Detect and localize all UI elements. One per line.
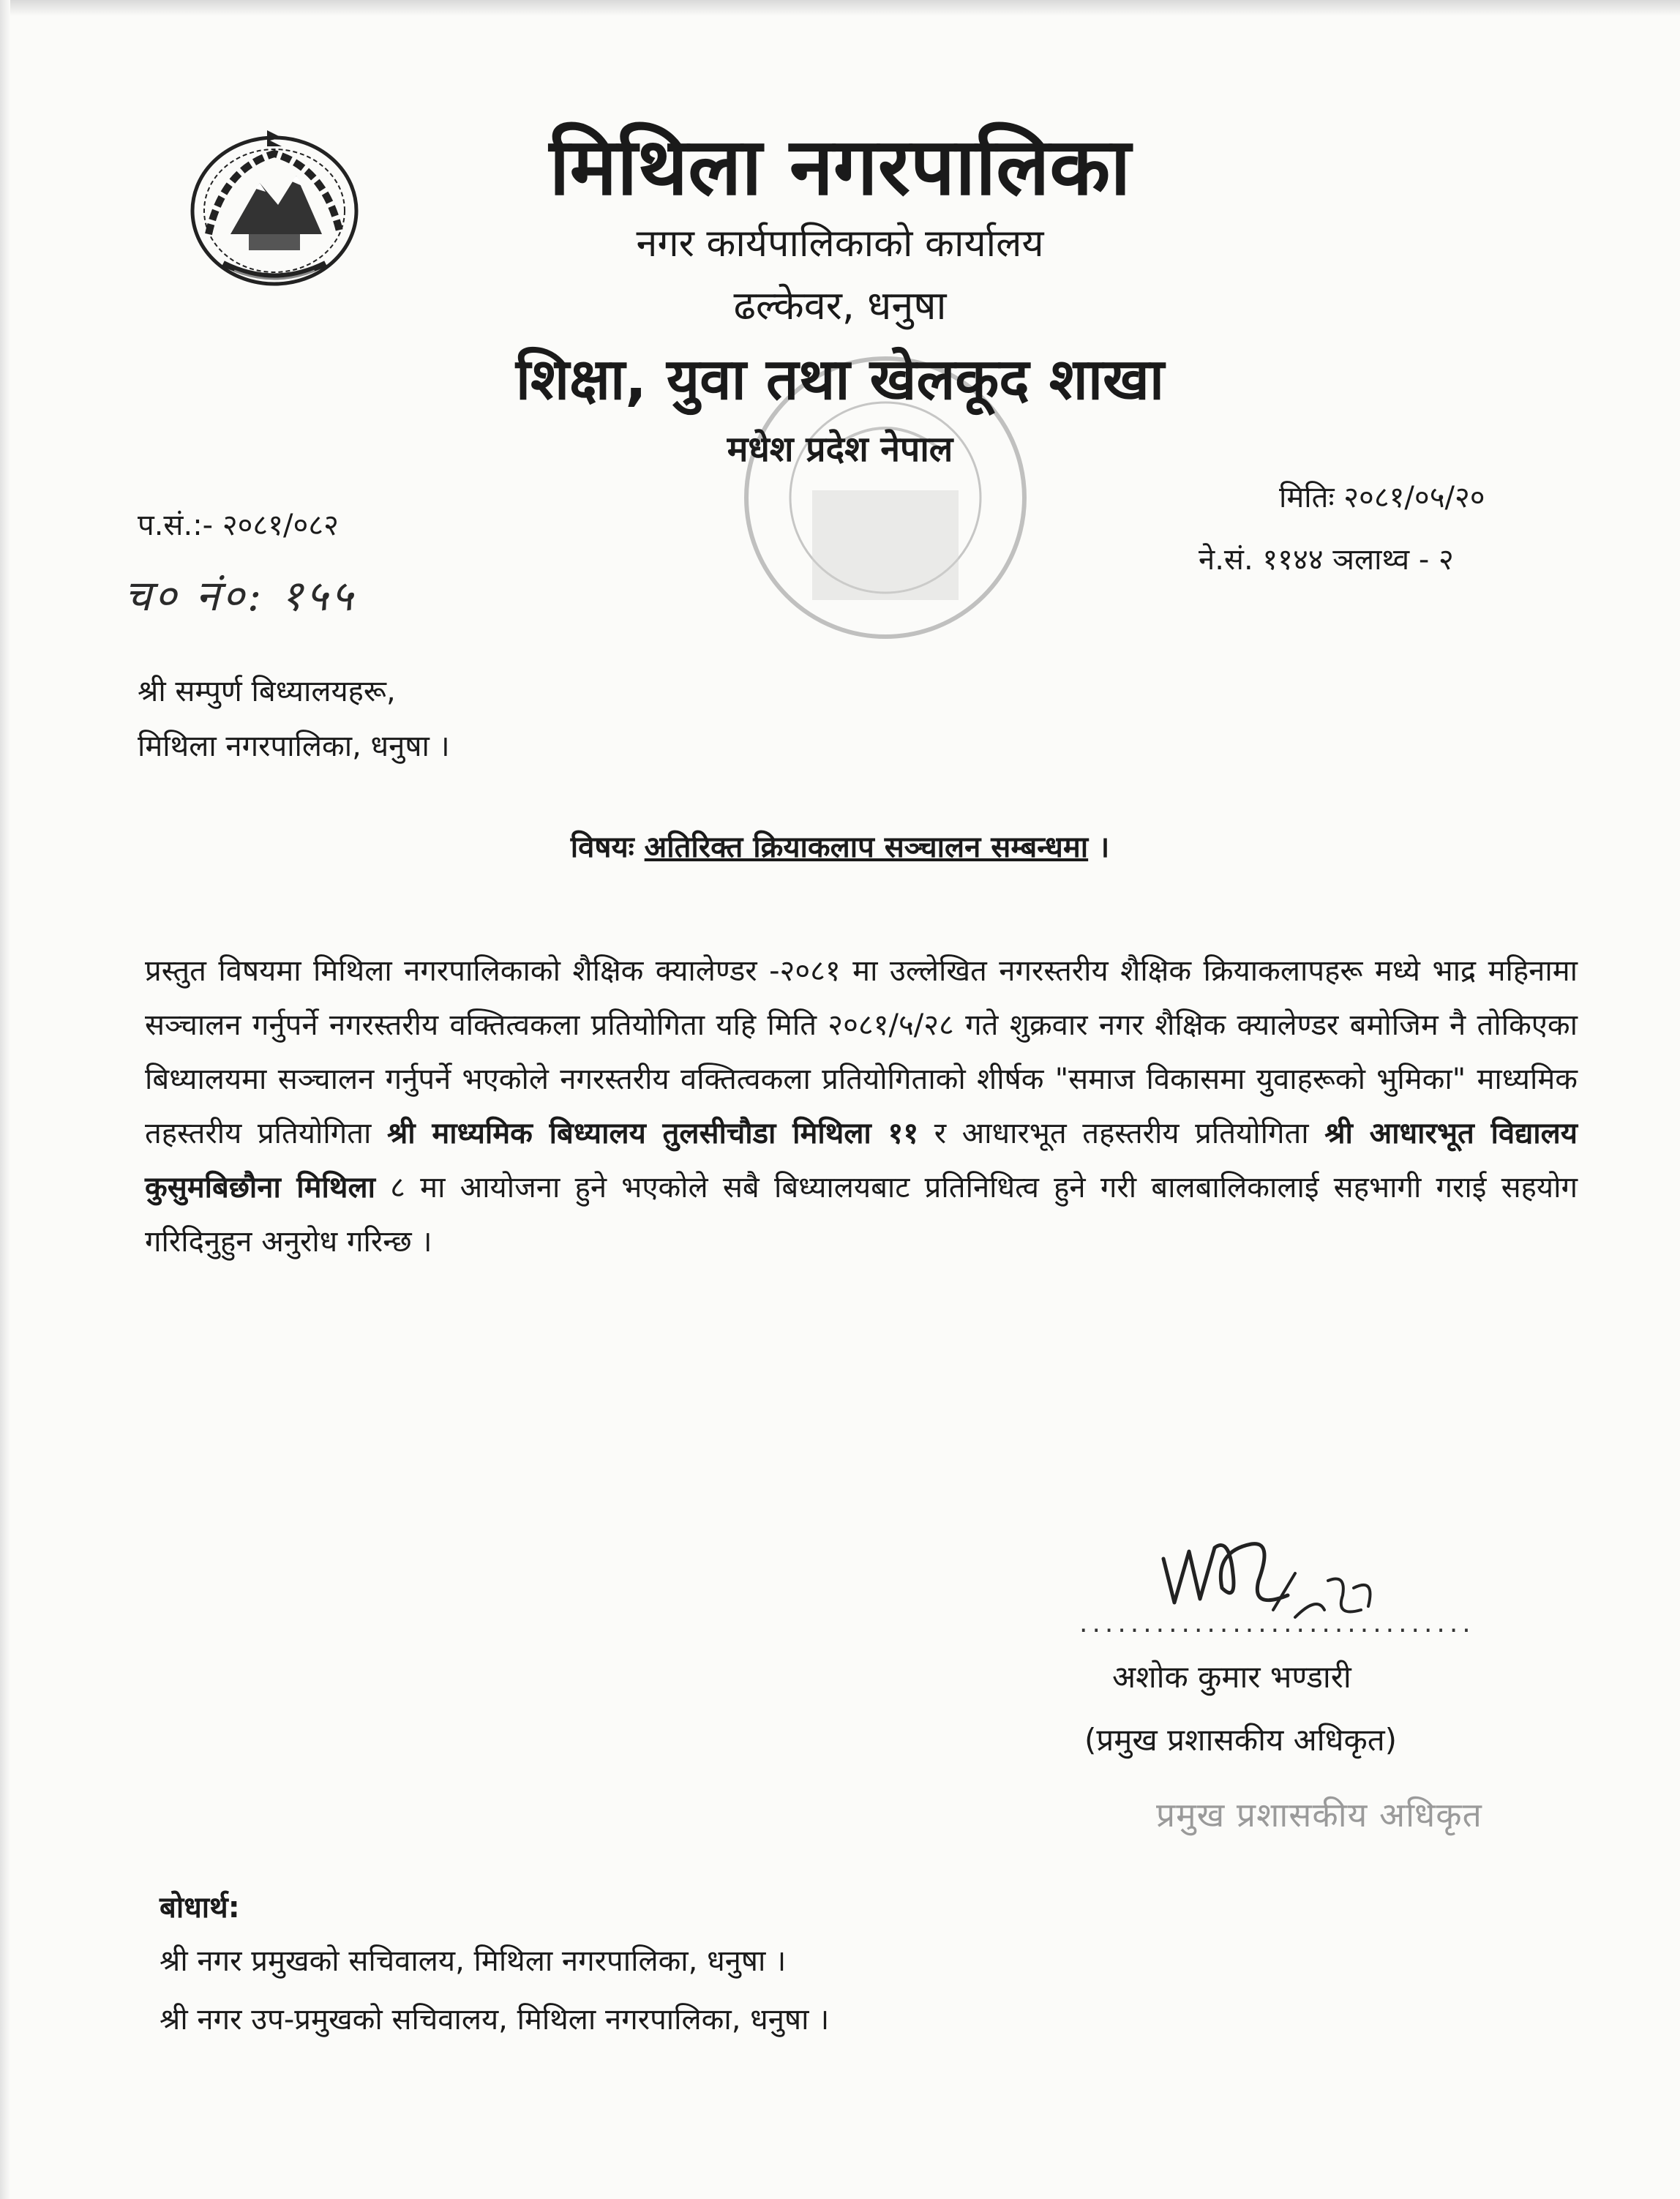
scan-top-edge <box>0 0 1680 16</box>
letter-body <box>145 944 1578 1269</box>
body-school-2: श्री आधारभूत विद्यालय कुसुमबिछौना मिथिला <box>145 1117 1578 1205</box>
cc-label: बोधार्थ: <box>160 1891 240 1925</box>
recipient-line-1: श्री सम्पुर्ण बिध्यालयहरू, <box>138 675 396 708</box>
signatory-name: अशोक कुमार भण्डारी <box>1112 1659 1351 1695</box>
nepal-samvat-date: ने.सं. ११४४ ञलाथ्व - २ <box>1199 543 1454 577</box>
body-text-2: र आधारभूत तहस्तरीय प्रतियोगिता <box>934 1117 1309 1150</box>
section-name: शिक्षा, युवा तथा खेलकूद शाखा <box>515 347 1165 413</box>
signatory-designation: (प्रमुख प्रशासकीय अधिकृत) <box>1084 1722 1398 1758</box>
subject-text: अतिरिक्त क्रियाकलाप सञ्चालन सम्बन्धमा <box>644 831 1089 864</box>
subject-label: विषयः <box>570 831 634 864</box>
cc-line-1: श्री नगर प्रमुखको सचिवालय, मिथिला नगरपालिका, धनुषा । <box>160 1944 787 1978</box>
municipality-name: मिथिला नगरपालिका <box>549 121 1131 213</box>
signature-line: ............................... <box>1079 1608 1475 1638</box>
subject-end: । <box>1098 831 1110 864</box>
office-address: ढल्केवर, धनुषा <box>733 282 947 329</box>
cc-line-2: श्री नगर उप-प्रमुखको सचिवालय, मिथिला नगरपालिका, धनुषा । <box>160 2003 830 2037</box>
body-school-1: श्री माध्यमिक बिध्यालय तुलसीचौडा मिथिला ११ <box>386 1117 919 1150</box>
reference-number: प.सं.:- २०८१/०८२ <box>138 509 339 542</box>
office-name: नगर कार्यपालिकाको कार्यालय <box>636 222 1044 266</box>
recipient-line-2: मिथिला नगरपालिका, धनुषा । <box>138 730 450 763</box>
body-text-1: प्रस्तुत विषयमा मिथिला नगरपालिकाको शैक्षिक क्यालेण्डर -२०८१ मा उल्लेखित नगरस्तरीय शैक्षिक क्रियाकलापहरू मध्ये भाद्र महिनामा सञ्चालन गर्नुपर्ने नगरस्तरीय वक्तित्वकला प्रतियोगिता यहि मिति २०८१/५/२८ गते शुक्रवार नगर शैक्षिक क्यालेण्डर बमोजिम नै तोकिएका बिध्यालयमा सञ्चालन गर्नुपर्ने भएकोले नगरस्तरीय वक्तित्वकला प्रतियोगिताको शीर्षक "समाज विकासमा युवाहरूको भुमिका" माध्यमिक तहस्तरीय प्रतियोगिता <box>145 954 1578 1150</box>
dispatch-number: च० नं०: १५५ <box>124 571 356 621</box>
designation-stamp: प्रमुख प्रशासकीय अधिकृत <box>1156 1795 1482 1835</box>
province-name: मधेश प्रदेश नेपाल <box>727 429 953 470</box>
body-text-3: ८ मा आयोजना हुने भएकोले सबै बिध्यालयबाट प्रतिनिधित्व हुने गरी बालबालिकालाई सहभागी गराई सहयोग गरिदिनुहुन अनुरोध गरिन्छ । <box>145 1171 1578 1259</box>
subject-line <box>0 825 1680 866</box>
letter-date: मितिः २०८१/०५/२० <box>1279 481 1485 514</box>
